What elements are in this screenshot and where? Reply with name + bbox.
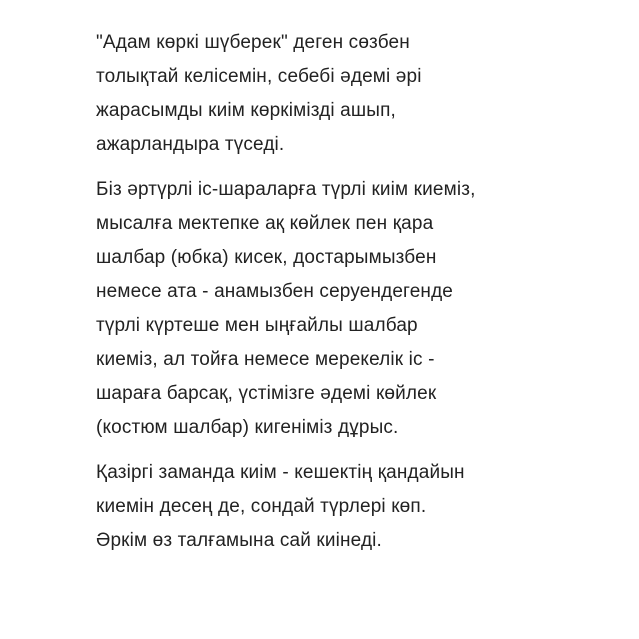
text-line: толықтай келісемін, себебі әдемі әрі: [96, 66, 422, 87]
text-line: Қазіргі заманда киім - кешектің қандайын: [96, 462, 465, 483]
text-line: "Адам көркі шүберек" деген сөзбен: [96, 32, 410, 53]
text-line: (костюм шалбар) кигеніміз дұрыс.: [96, 417, 399, 438]
text-line: немесе ата - анамызбен серуендегенде: [96, 281, 454, 302]
text-line: жарасымды киім көркімізді ашып,: [96, 100, 396, 121]
text-line: киемін десең де, сондай түрлері көп.: [96, 496, 427, 517]
text-line: Біз әртүрлі іс-шараларға түрлі киім киеміз,: [96, 179, 476, 200]
answer-text: [96, 26, 616, 558]
paragraph-3: [96, 456, 616, 558]
text-line: шараға барсақ, үстімізге әдемі көйлек: [96, 383, 437, 404]
paragraph-2: [96, 173, 616, 445]
text-line: ажарландыра түседі.: [96, 134, 285, 155]
text-line: киеміз, ал тойға немесе мерекелік іс -: [96, 349, 435, 370]
paragraph-1: [96, 26, 616, 162]
text-line: мысалға мектепке ақ көйлек пен қара: [96, 213, 434, 234]
text-line: түрлі күртеше мен ыңғайлы шалбар: [96, 315, 418, 336]
text-line: шалбар (юбка) кисек, достарымызбен: [96, 247, 437, 268]
text-line: Әркім өз талғамына сай киінеді.: [96, 530, 382, 551]
